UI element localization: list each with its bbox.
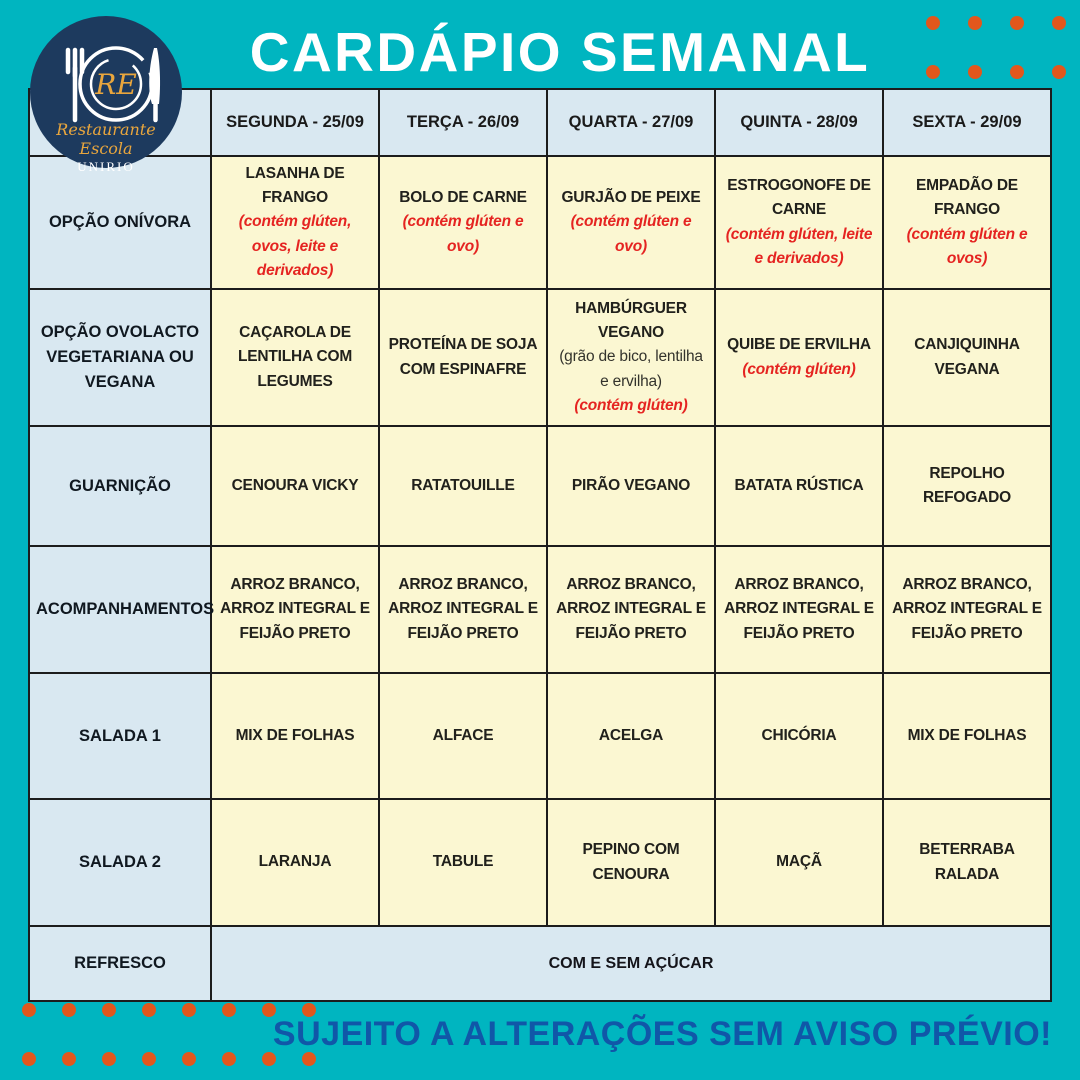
dish-name: LARANJA (258, 853, 332, 871)
row-label: OPÇÃO OVOLACTO VEGETARIANA OU VEGANA (29, 289, 211, 426)
dish-name: ARROZ BRANCO, ARROZ INTEGRAL E FEIJÃO PRETO (556, 576, 706, 642)
menu-cell (883, 673, 1051, 799)
menu-cell (211, 799, 379, 926)
menu-row (29, 426, 1051, 546)
dish-name: PROTEÍNA DE SOJA COM ESPINAFRE (388, 336, 538, 378)
menu-row (29, 799, 1051, 926)
menu-cell (883, 546, 1051, 673)
row-label: SALADA 1 (29, 673, 211, 799)
menu-cell (547, 799, 715, 926)
dish-name: CANJIQUINHA VEGANA (914, 336, 1020, 378)
allergen-note: (contém glúten e ovo) (402, 213, 524, 255)
menu-table (28, 88, 1052, 1002)
dish-name: BETERRABA RALADA (919, 841, 1015, 883)
decor-dot-icon (22, 1052, 36, 1066)
decor-dot-icon (968, 16, 982, 30)
page-title: CARDÁPIO SEMANAL (249, 21, 871, 83)
dish-name: BOLO DE CARNE (399, 189, 527, 207)
menu-row (29, 289, 1051, 426)
dish-name: ESTROGONOFE DE CARNE (727, 177, 871, 219)
dish-name: ARROZ BRANCO, ARROZ INTEGRAL E FEIJÃO PRETO (724, 576, 874, 642)
dish-name: ARROZ BRANCO, ARROZ INTEGRAL E FEIJÃO PRETO (388, 576, 538, 642)
dish-name: MIX DE FOLHAS (235, 726, 355, 744)
menu-cell (379, 426, 547, 546)
day-header-1: TERÇA - 26/09 (379, 89, 547, 156)
menu-cell (211, 289, 379, 426)
dish-name: QUIBE DE ERVILHA (727, 336, 871, 354)
row-label: SALADA 2 (29, 799, 211, 926)
dish-name: MIX DE FOLHAS (907, 726, 1027, 744)
decor-dot-icon (262, 1052, 276, 1066)
decor-dot-icon (182, 1003, 196, 1017)
allergen-note: (contém glúten, leite e derivados) (725, 225, 873, 267)
dish-name: MAÇÃ (776, 853, 822, 871)
menu-cell (715, 673, 883, 799)
row-label: REFRESCO (29, 926, 211, 1001)
dish-name: RATATOUILLE (411, 476, 515, 494)
logo-org: UNIRIO (77, 159, 135, 174)
allergen-note: (contém glúten, ovos, leite e derivados) (238, 213, 352, 279)
days-header-row (29, 89, 1051, 156)
decor-dot-icon (142, 1003, 156, 1017)
decor-dot-icon (222, 1052, 236, 1066)
decor-dot-icon (62, 1052, 76, 1066)
menu-row (29, 926, 1051, 1001)
menu-cell (715, 289, 883, 426)
disclaimer-text: SUJEITO A ALTERAÇÕES SEM AVISO PRÉVIO! (272, 1015, 1052, 1053)
menu-cell (547, 673, 715, 799)
dish-name: REPOLHO REFOGADO (923, 464, 1011, 506)
menu-cell (379, 156, 547, 289)
day-header-4: SEXTA - 29/09 (883, 89, 1051, 156)
decor-dot-icon (142, 1052, 156, 1066)
menu-cell (715, 156, 883, 289)
day-header-2: QUARTA - 27/09 (547, 89, 715, 156)
dish-name: LASANHA DE FRANGO (245, 165, 345, 207)
decor-dot-icon (102, 1003, 116, 1017)
menu-cell (211, 156, 379, 289)
decor-dot-icon (102, 1052, 116, 1066)
dish-name: HAMBÚRGUER VEGANO (575, 300, 687, 342)
dish-name: ARROZ BRANCO, ARROZ INTEGRAL E FEIJÃO PRETO (892, 576, 1042, 642)
row-label: GUARNIÇÃO (29, 426, 211, 546)
allergen-note: (contém glúten e ovos) (906, 225, 1028, 267)
menu-cell (715, 799, 883, 926)
dish-name: PEPINO COM CENOURA (582, 841, 680, 883)
menu-cell (547, 156, 715, 289)
dish-name: CENOURA VICKY (231, 476, 359, 494)
logo-abbr: RE (95, 68, 137, 101)
dish-name: BATATA RÚSTICA (734, 476, 864, 494)
allergen-note: (contém glúten e ovo) (570, 213, 692, 255)
menu-cell (379, 673, 547, 799)
logo-name: Restaurante Escola (56, 120, 156, 158)
decor-dot-icon (926, 65, 940, 79)
menu-cell (211, 673, 379, 799)
dish-name: TABULE (432, 853, 494, 871)
menu-cell (715, 426, 883, 546)
menu-cell (379, 799, 547, 926)
menu-cell (379, 289, 547, 426)
allergen-note: (contém glúten) (742, 360, 856, 378)
menu-cell (211, 426, 379, 546)
menu-cell (211, 546, 379, 673)
day-header-3: QUINTA - 28/09 (715, 89, 883, 156)
menu-cell (883, 799, 1051, 926)
day-header-0: SEGUNDA - 25/09 (211, 89, 379, 156)
row-label: OPÇÃO ONÍVORA (29, 156, 211, 289)
menu-cell (883, 426, 1051, 546)
row-label: ACOMPANHAMENTOS (29, 546, 211, 673)
dish-name: ARROZ BRANCO, ARROZ INTEGRAL E FEIJÃO PRETO (220, 576, 370, 642)
menu-cell (547, 426, 715, 546)
decor-dot-icon (1010, 65, 1024, 79)
span-cell: COM E SEM AÇÚCAR (211, 926, 1051, 1001)
decor-dot-icon (1010, 16, 1024, 30)
menu-cell (379, 546, 547, 673)
menu-row (29, 156, 1051, 289)
dish-name: CAÇAROLA DE LENTILHA COM LEGUMES (237, 324, 353, 390)
decor-dot-icon (22, 1003, 36, 1017)
menu-row (29, 673, 1051, 799)
dish-name: CHICÓRIA (761, 726, 837, 744)
dish-name: ACELGA (598, 726, 664, 744)
dish-note: (grão de bico, lentilha e ervilha) (559, 348, 703, 390)
restaurant-logo (30, 16, 182, 174)
menu-cell (547, 546, 715, 673)
menu-cell (715, 546, 883, 673)
menu-row (29, 546, 1051, 673)
decor-dot-icon (222, 1003, 236, 1017)
menu-cell (883, 156, 1051, 289)
decor-dot-icon (1052, 65, 1066, 79)
allergen-note: (contém glúten) (574, 396, 688, 414)
decor-dot-icon (926, 16, 940, 30)
decor-dot-icon (62, 1003, 76, 1017)
decor-dot-icon (968, 65, 982, 79)
dish-name: PIRÃO VEGANO (571, 476, 691, 494)
dot-grid-bottom-left (22, 1003, 316, 1066)
decor-dot-icon (302, 1052, 316, 1066)
plate-fork-knife-icon (30, 16, 182, 126)
dish-name: EMPADÃO DE FRANGO (916, 177, 1018, 219)
dot-grid-top-right (926, 16, 1066, 79)
menu-cell (547, 289, 715, 426)
menu-cell (883, 289, 1051, 426)
decor-dot-icon (182, 1052, 196, 1066)
decor-dot-icon (1052, 16, 1066, 30)
dish-name: ALFACE (432, 726, 494, 744)
dish-name: GURJÃO DE PEIXE (561, 189, 701, 207)
